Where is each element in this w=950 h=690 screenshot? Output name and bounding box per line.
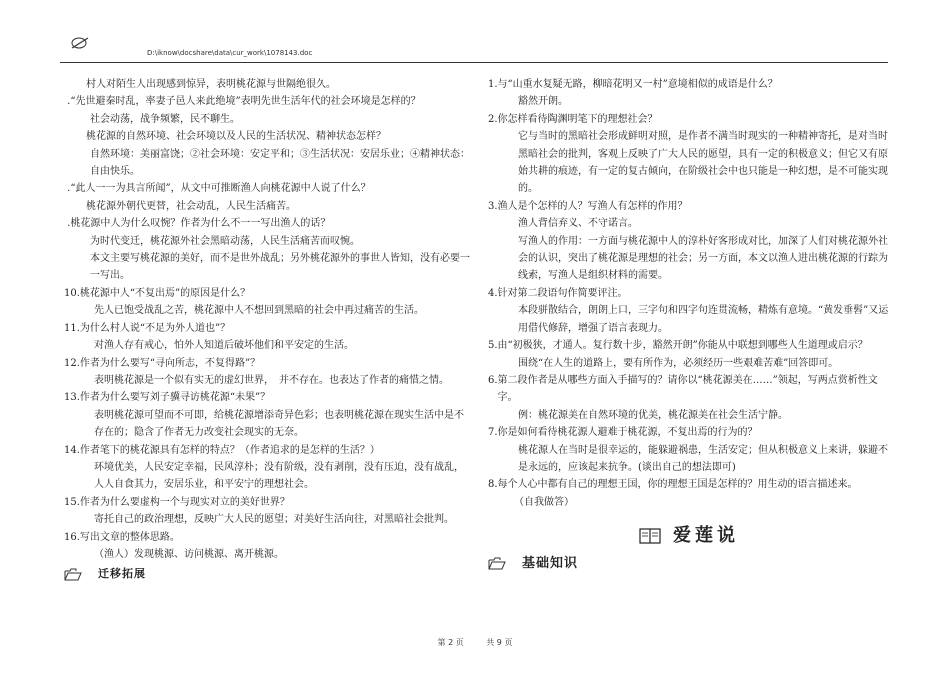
- text-line: [64, 180, 472, 197]
- answer-text: 桃花源人在当时是很幸运的，能躲避祸患，生活安定；但从积极意义上来讲，躲避不是永远的，应该起来抗争。(谈出自己的想法即可): [518, 444, 888, 473]
- question-number: 2.: [488, 113, 498, 125]
- answer-text: 例：桃花源美在自然环境的优美，桃花源美在社会生活宁静。: [518, 409, 788, 421]
- answer-text: 桃花源外朝代更替，社会动乱，人民生活痛苦。: [86, 200, 296, 212]
- page-number: 第 2 页: [437, 638, 464, 647]
- question-number: .: [64, 96, 71, 108]
- question-number: 8.: [488, 479, 498, 491]
- answer-text: 它与当时的黑暗社会形成鲜明对照，是作者不满当时现实的一种精神寄托，是对当时黑暗社会的批判，客观上反映了广大人民的愿望，具有一定的积极意义；但它又有原始共耕的痕迹，有一定的复古倾向，在阶级社会中也只能是一种幻想，是不可能实现的。: [518, 131, 888, 195]
- question-number: 6.: [488, 374, 498, 386]
- folder-icon: [488, 557, 506, 570]
- question-number: 13.: [64, 392, 80, 404]
- answer-text: 村人对陌生人出现感到惊异，表明桃花源与世隔绝很久。: [86, 79, 336, 90]
- lesson-title: 爱莲说: [673, 525, 739, 547]
- right-column: [488, 76, 890, 572]
- text-line: [488, 424, 890, 441]
- file-path: D:\iknow\docshare\data\cur_work\1078143.doc: [147, 49, 313, 57]
- question-text: 每个人心中都有自己的理想王国，你的理想王国是怎样的？用生动的语言描述来。: [497, 479, 858, 491]
- question-text: 你是如何看待桃花源人避难于桃花源，不复出焉的行为的？: [497, 427, 758, 439]
- text-line: [64, 355, 472, 372]
- text-line: [64, 250, 472, 285]
- text-line: [64, 389, 472, 406]
- section-heading-transfer: [64, 565, 472, 582]
- question-text: 针对第二段语句作简要评注。: [497, 287, 628, 299]
- text-line: [64, 128, 472, 145]
- text-line: [64, 320, 472, 337]
- text-line: [488, 233, 890, 285]
- answer-text: 本段骈散结合，朗朗上口，三字句和四字句连贯流畅，精炼有意境。“黄发垂髫”又运用借代修辞，增强了语言表现力。: [518, 305, 889, 334]
- text-line: [64, 546, 472, 563]
- text-line: [488, 407, 890, 424]
- text-line: [64, 285, 472, 302]
- answer-text: 对渔人存有戒心，怕外人知道后破坏他们和平安定的生活。: [94, 340, 354, 352]
- question-number: 14.: [64, 444, 80, 456]
- question-number: 15.: [64, 496, 80, 508]
- section-label: 基础知识: [522, 555, 579, 571]
- question-number: .: [64, 183, 71, 195]
- question-text: 作者为什么要写刘子骥寻访桃花源“未果”？: [79, 392, 271, 404]
- question-text: 作者为什么要写“寻向所志，不复得路”？: [79, 357, 261, 369]
- text-line: [64, 511, 472, 528]
- question-text: 桃花源中人为什么叹惋？作者为什么不一一写出渔人的话？: [70, 218, 331, 230]
- left-column: [64, 76, 472, 583]
- text-line: [64, 111, 472, 128]
- text-line: [488, 372, 890, 407]
- answer-text: 自然环境：美丽富饶；②社会环境：安定平和；③生活状况：安居乐业；④精神状态：自由快乐。: [90, 148, 470, 178]
- text-line: [488, 215, 890, 232]
- question-number: 5.: [488, 340, 498, 352]
- answer-text: （自我做答）: [514, 496, 574, 508]
- text-line: [64, 93, 472, 110]
- answer-text: （渔人）发现桃源、访问桃源、离开桃源。: [94, 548, 284, 560]
- answer-text: 渔人背信弃义、不守诺言。: [518, 218, 638, 230]
- text-line: [64, 198, 472, 215]
- answer-text: 先人已饱受战乱之苦，桃花源中人不想回到黑暗的社会中再过痛苦的生活。: [94, 305, 424, 317]
- folder-icon: [64, 568, 82, 581]
- text-line: [64, 442, 472, 459]
- text-line: [64, 529, 472, 546]
- text-line: [64, 459, 472, 494]
- text-line: [488, 355, 890, 372]
- question-text: 渔人是个怎样的人？写渔人有怎样的作用？: [497, 200, 688, 212]
- question-text: 你怎样看待陶渊明笔下的理想社会？: [497, 113, 658, 125]
- answer-text: 桃花源的自然环境、社会环境以及人民的生活状况、精神状态怎样？: [86, 131, 386, 143]
- question-number: .: [64, 218, 71, 230]
- text-line: [64, 76, 472, 93]
- question-number: 7.: [488, 427, 498, 439]
- text-line: [64, 215, 472, 232]
- answer-text: 本文主要写桃花源的美好，而不是世外战乱；另外桃花源外的事世人皆知，没有必要一一写出。: [90, 253, 470, 282]
- question-text: 与“山重水复疑无路，柳暗花明又一村”意境相似的成语是什么？: [497, 79, 778, 90]
- text-line: [488, 494, 890, 511]
- text-line: [488, 128, 890, 198]
- answer-text: 社会动荡，战争频繁，民不聊生。: [90, 113, 240, 125]
- question-text: 由“初极狭，才通人。复行数十步，豁然开朗”你能从中联想到哪些人生道理或启示？: [497, 340, 868, 352]
- question-text: “先世避秦时乱，率妻子邑人来此绝境”表明先世生活年代的社会环境是怎样的？: [70, 96, 421, 108]
- text-line: [488, 476, 890, 493]
- text-line: [488, 442, 890, 477]
- text-line: [64, 233, 472, 250]
- question-number: 10.: [64, 287, 80, 299]
- answer-text: 表明桃花源可望而不可即，给桃花源增添奇异色彩；也表明桃花源在现实生活中是不存在的；隐含了作者无力改变社会现实的无奈。: [94, 409, 464, 439]
- question-number: 12.: [64, 357, 80, 369]
- answer-text: 环境优美，人民安定幸福，民风淳朴；没有阶级，没有剥削，没有压迫，没有战乱，人人自食其力，安居乐业，和平安宁的理想社会。: [94, 461, 464, 491]
- text-line: [64, 146, 472, 181]
- question-text: 作者笔下的桃花源具有怎样的特点？（作者追求的是怎样的生活？）: [79, 444, 380, 456]
- lesson-title-row: [488, 525, 890, 547]
- answer-text: 写渔人的作用：一方面与桃花源中人的淳朴好客形成对比，加深了人们对桃花源外社会的认识，突出了桃花源是理想的社会；另一方面，本文以渔人进出桃花源的行踪为线索，写渔人是组织材料的需要。: [518, 235, 888, 282]
- question-text: 写出文章的整体思路。: [79, 531, 180, 543]
- text-line: [488, 302, 890, 337]
- left-qa-list: [64, 76, 472, 563]
- text-line: [64, 337, 472, 354]
- text-line: [488, 76, 890, 93]
- text-line: [64, 302, 472, 319]
- question-text: 作者为什么要虚构一个与现实对立的美好世界？: [79, 496, 290, 508]
- question-text: 为什么村人说“不足为外人道也”？: [79, 322, 231, 334]
- question-number: 4.: [488, 287, 498, 299]
- document-logo-icon: [70, 36, 90, 50]
- question-number: 16.: [64, 531, 80, 543]
- text-line: [488, 111, 890, 128]
- answer-text: 围绕“在人生的道路上，要有所作为，必须经历一些艰难苦难”回答即可。: [518, 357, 839, 369]
- page-header: [60, 36, 888, 63]
- open-book-icon: [639, 528, 661, 544]
- page-total: 共 9 页: [486, 638, 513, 647]
- right-qa-list: [488, 76, 890, 511]
- question-number: 11.: [64, 322, 80, 334]
- question-number: 1.: [488, 79, 498, 90]
- text-line: [488, 285, 890, 302]
- text-line: [488, 337, 890, 354]
- text-line: [488, 198, 890, 215]
- text-line: [64, 407, 472, 442]
- text-line: [488, 93, 890, 110]
- text-line: [64, 494, 472, 511]
- section-label: 迁移拓展: [98, 567, 146, 581]
- answer-text: 表明桃花源是一个似有实无的虚幻世界， 并不存在。也表达了作者的痛惜之情。: [94, 374, 449, 386]
- page-footer: [0, 637, 950, 648]
- answer-text: 寄托自己的政治理想，反映广大人民的愿望；对美好生活向往，对黑暗社会批判。: [94, 514, 454, 526]
- answer-text: 豁然开朗。: [518, 96, 568, 108]
- question-text: 桃花源中人“不复出焉”的原因是什么？: [79, 287, 251, 299]
- question-text: 第二段作者是从哪些方面入手描写的？请你以“桃花源美在……”领起，写两点赏析性文字。: [497, 374, 878, 404]
- answer-text: 为时代变迁，桃花源外社会黑暗动荡，人民生活痛苦而叹惋。: [90, 235, 360, 247]
- question-text: “此人一一为具言所闻”，从文中可推断渔人向桃花源中人说了什么？: [70, 183, 371, 195]
- section-heading-basics: [488, 555, 890, 572]
- text-line: [64, 372, 472, 389]
- question-number: 3.: [488, 200, 498, 212]
